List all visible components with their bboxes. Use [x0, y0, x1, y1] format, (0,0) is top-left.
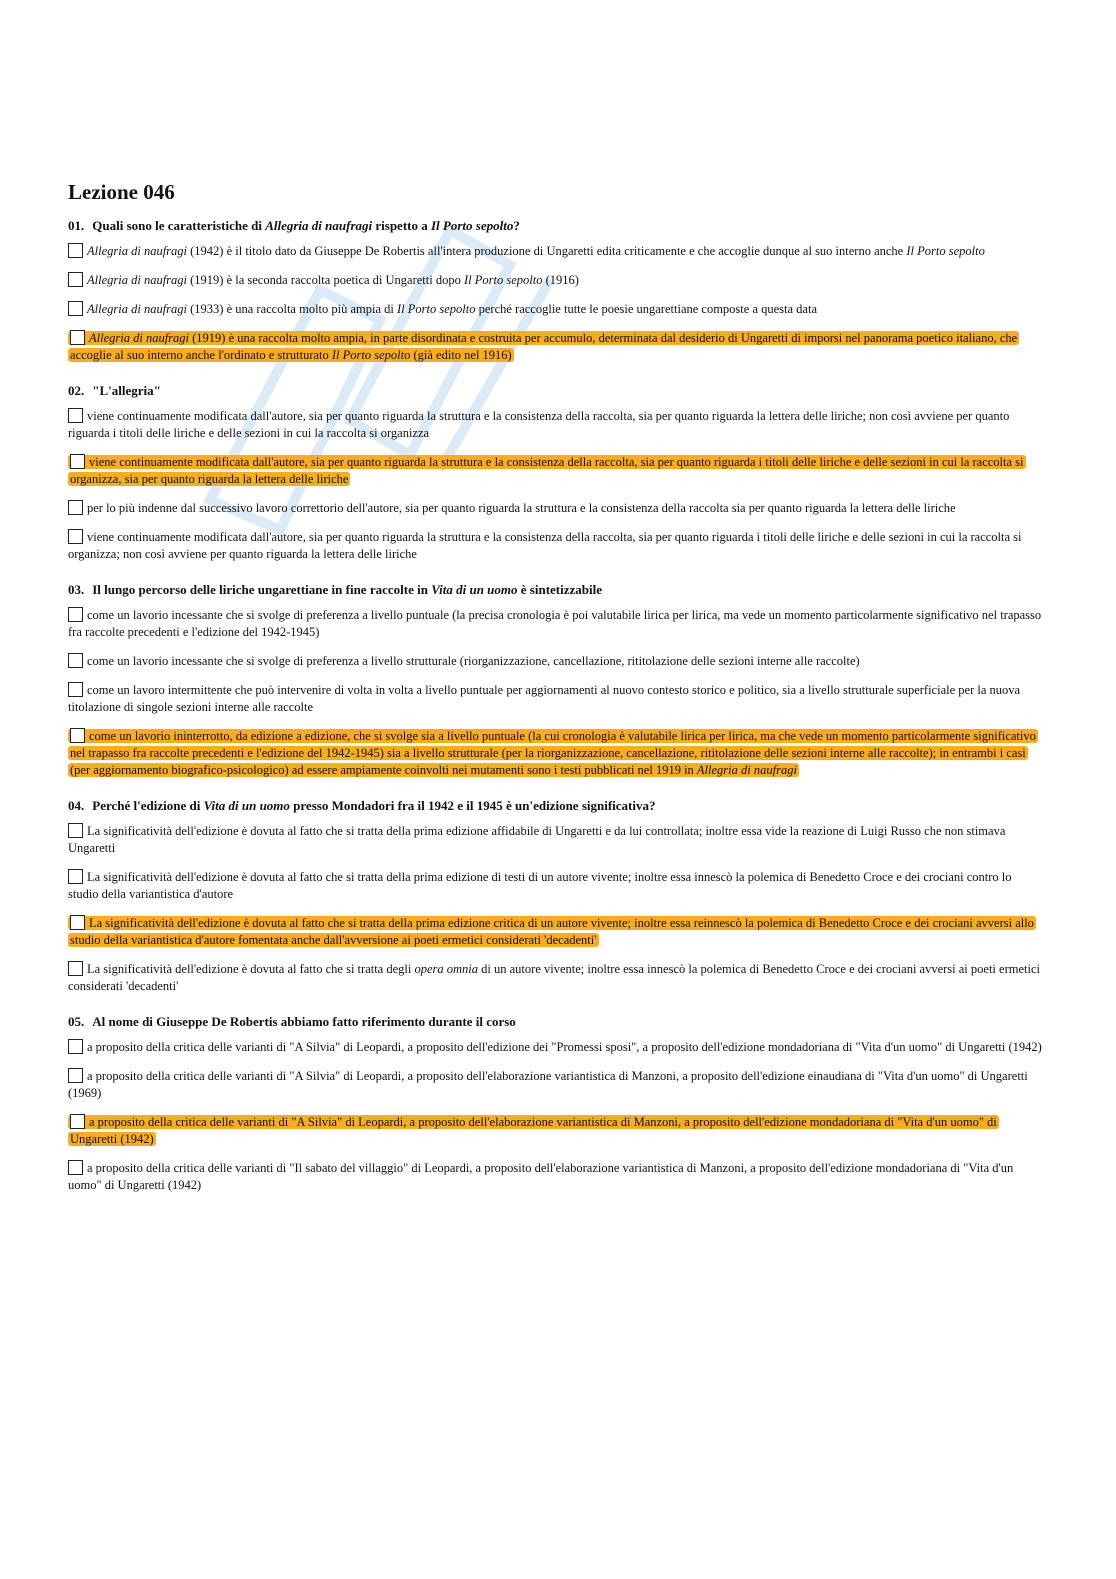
answer-checkbox[interactable]	[68, 607, 83, 622]
answer-checkbox[interactable]	[70, 454, 85, 469]
text-segment: a proposito della critica delle varianti di "A Silvia" di Leopardi, a proposito dell'elaborazione variantistica di Manzoni, a proposito dell'edizione mondadoriana di "Vita d'un uomo" di Ungaretti (1942)	[70, 1115, 997, 1146]
answer-options	[68, 607, 1044, 779]
italic-title-text: Allegria di naufragi	[87, 244, 187, 258]
italic-title-text: Il Porto sepolto	[331, 348, 411, 362]
answer-checkbox[interactable]	[68, 500, 83, 515]
answer-option	[68, 607, 1044, 641]
text-segment: a proposito della critica delle varianti di "A Silvia" di Leopardi, a proposito dell'elaborazione variantistica di Manzoni, a proposito dell'edizione einaudiana di "Vita d'un uomo" di Ungaretti (1969)	[68, 1069, 1028, 1100]
answer-option	[68, 653, 1044, 670]
answer-option	[68, 529, 1044, 563]
answer-text	[68, 244, 985, 258]
italic-title-text: Il Porto sepolto	[463, 273, 543, 287]
question-number: 03.	[68, 582, 85, 597]
text-segment: rispetto a	[372, 218, 431, 233]
question-number: 01.	[68, 218, 85, 233]
lesson-title: Lezione 046	[68, 180, 175, 204]
answer-checkbox[interactable]	[68, 529, 83, 544]
answer-option	[68, 1039, 1044, 1056]
text-segment: (1919) è la seconda raccolta poetica di Ungaretti dopo	[187, 273, 464, 287]
italic-title-text: Allegria di naufragi	[87, 302, 187, 316]
italic-title-text: Allegria di naufragi	[87, 273, 187, 287]
answer-text	[68, 608, 1041, 639]
answer-option-correct	[68, 915, 1044, 949]
answer-options	[68, 823, 1044, 995]
text-segment: come un lavorio incessante che si svolge di preferenza a livello strutturale (riorganizzazione, cancellazione, rititolazione delle sezioni interne alle raccolte)	[87, 654, 860, 668]
answer-text	[68, 331, 1019, 362]
answer-option	[68, 1160, 1044, 1194]
answer-checkbox[interactable]	[68, 243, 83, 258]
text-segment: La significatività dell'edizione è dovuta al fatto che si tratta degli	[87, 962, 415, 976]
answer-option-correct	[68, 330, 1044, 364]
text-segment: viene continuamente modificata dall'autore, sia per quanto riguarda la struttura e la consistenza della raccolta, sia per quanto riguarda i titoli delle liriche e delle sezioni in cui la raccolta si organizza, sia per quanto riguarda la lettera delle liriche	[70, 455, 1024, 486]
italic-title-text: Vita di un uomo	[203, 798, 290, 813]
text-segment: come un lavorio incessante che si svolge di preferenza a livello puntuale (la precisa cronologia è poi valutabile lirica per lirica, ma vede un momento particolarmente significativo nel trapasso fra raccolte precedenti e l'edizione del 1942-1945)	[68, 608, 1042, 639]
text-segment: (1919) è una raccolta molto ampia, in parte disordinata e costruita per accumulo, determinata dal desiderio di Ungaretti di imporsi nel panorama poetico italiano, che accoglie al suo interno anche l'ordinato e strutturato	[70, 331, 1018, 362]
answer-option-correct	[68, 728, 1044, 779]
answer-text	[68, 683, 1020, 714]
italic-title-text: Il Porto sepolto	[397, 302, 476, 316]
answer-options	[68, 1039, 1044, 1194]
question-title	[68, 798, 1044, 814]
answer-text	[68, 1069, 1028, 1100]
answer-options	[68, 408, 1044, 563]
document-page	[68, 180, 1044, 1213]
answer-text	[68, 455, 1026, 486]
answer-checkbox[interactable]	[70, 915, 85, 930]
question-title	[68, 383, 1044, 399]
italic-title-text: Allegria di naufragi	[696, 763, 797, 777]
answer-checkbox[interactable]	[70, 1114, 85, 1129]
text-segment: (1942) è il titolo dato da Giuseppe De Robertis all'intera produzione di Ungaretti edita criticamente e che accoglie dunque al suo interno anche	[187, 244, 907, 258]
text-segment: viene continuamente modificata dall'autore, sia per quanto riguarda la struttura e la consistenza della raccolta, sia per quanto riguarda la lettera delle liriche; non così avviene per quanto riguarda i titoli delle liriche e delle sezioni in cui la raccolta si organizza	[68, 409, 1010, 440]
answer-checkbox[interactable]	[70, 728, 85, 743]
italic-title-text: Il Porto sepolto	[430, 218, 514, 233]
answer-text	[68, 1040, 1042, 1054]
text-segment: (già edito nel 1916)	[410, 348, 512, 362]
text-segment: a proposito della critica delle varianti di "Il sabato del villaggio" di Leopardi, a proposito dell'elaborazione variantistica di Manzoni, a proposito dell'edizione mondadoriana di "Vita d'un uomo" di Ungaretti (1942)	[68, 1161, 1014, 1192]
italic-title-text: opera omnia	[414, 962, 479, 976]
text-segment: viene continuamente modificata dall'autore, sia per quanto riguarda la struttura e la consistenza della raccolta, sia per quanto riguarda i titoli delle liriche e delle sezioni in cui la raccolta si organizza; non così avviene per quanto riguarda la lettera delle liriche	[68, 530, 1022, 561]
italic-title-text: Allegria di naufragi	[265, 218, 373, 233]
answer-option-correct	[68, 1114, 1044, 1148]
answer-checkbox[interactable]	[68, 682, 83, 697]
answer-text	[68, 409, 1009, 440]
answer-checkbox[interactable]	[68, 301, 83, 316]
answer-text	[68, 1161, 1013, 1192]
text-segment: è sintetizzabile	[517, 582, 603, 597]
answer-text	[68, 870, 1012, 901]
question-block	[68, 798, 1044, 995]
text-segment: La significatività dell'edizione è dovuta al fatto che si tratta della prima edizione di testi di un autore vivente; inoltre essa innescò la polemica di Benedetto Croce e dei crociani contro lo studio della variantistica d'autore	[68, 870, 1012, 901]
question-number: 04.	[68, 798, 85, 813]
question-number: 02.	[68, 383, 85, 398]
question-number: 05.	[68, 1014, 85, 1029]
text-segment: (1933) è una raccolta molto più ampia di	[187, 302, 398, 316]
answer-checkbox[interactable]	[68, 272, 83, 287]
answer-checkbox[interactable]	[68, 1068, 83, 1083]
answer-text	[68, 729, 1038, 777]
answer-text	[68, 1115, 999, 1146]
answer-text	[68, 654, 860, 668]
answer-checkbox[interactable]	[70, 330, 85, 345]
answer-checkbox[interactable]	[68, 653, 83, 668]
text-segment: come un lavorio ininterrotto, da edizione a edizione, che si svolge sia a livello puntuale (la cui cronologia è valutabile lirica per lirica, ma che vede un momento particolarmente significativo nel trapasso fra raccolte precedenti e l'edizione del 1942-1945) sia a livello strutturale (per la riorganizzazione, cancellazione, rititolazione delle sezioni interne alle raccolte); in entrambi i casi (per aggiornamento biografico-psicologico) ad essere ampiamente coinvolti nei mutamenti sono i testi pubblicati nel 1919 in	[70, 729, 1036, 777]
italic-title-text: Il Porto sepolto	[906, 244, 985, 258]
answer-text	[68, 501, 956, 515]
text-segment: La significatività dell'edizione è dovuta al fatto che si tratta della prima edizione affidabile di Ungaretti e da lui controllata; inoltre essa vide la reazione di Luigi Russo che non stimava Ungaretti	[68, 824, 1006, 855]
text-segment: per lo più indenne dal successivo lavoro correttorio dell'autore, sia per quanto riguarda la struttura e la consistenza della raccolta sia per quanto riguarda la lettera delle liriche	[87, 501, 956, 515]
answer-option	[68, 272, 1044, 289]
answer-text	[68, 302, 817, 316]
text-segment: ?	[513, 218, 520, 233]
answer-text	[68, 916, 1036, 947]
answer-text	[68, 824, 1005, 855]
text-segment: Quali sono le caratteristiche di	[92, 218, 266, 233]
question-list	[68, 218, 1044, 1194]
answer-option	[68, 301, 1044, 318]
answer-text	[68, 273, 579, 287]
answer-checkbox[interactable]	[68, 961, 83, 976]
text-segment: perché raccoglie tutte le poesie ungarettiane composte a questa data	[475, 302, 817, 316]
answer-checkbox[interactable]	[68, 408, 83, 423]
question-title	[68, 1014, 1044, 1030]
question-block	[68, 1014, 1044, 1194]
question-title	[68, 218, 1044, 234]
text-segment: Al nome di Giuseppe De Robertis abbiamo fatto riferimento durante il corso	[92, 1014, 516, 1029]
text-segment: Perché l'edizione di	[92, 798, 204, 813]
answer-checkbox[interactable]	[68, 823, 83, 838]
text-segment: presso Mondadori fra il 1942 e il 1945 è un'edizione significativa?	[289, 798, 656, 813]
answer-options	[68, 243, 1044, 364]
text-segment: a proposito della critica delle varianti di "A Silvia" di Leopardi, a proposito dell'edizione dei "Promessi sposi", a proposito dell'edizione mondadoriana di "Vita d'un uomo" di Ungaretti (1942)	[87, 1040, 1042, 1054]
answer-option	[68, 408, 1044, 442]
answer-option	[68, 243, 1044, 260]
answer-checkbox[interactable]	[68, 1160, 83, 1175]
question-block	[68, 582, 1044, 779]
question-block	[68, 218, 1044, 364]
answer-checkbox[interactable]	[68, 869, 83, 884]
answer-checkbox[interactable]	[68, 1039, 83, 1054]
answer-option	[68, 869, 1044, 903]
question-title	[68, 582, 1044, 598]
italic-title-text: Vita di un uomo	[431, 582, 518, 597]
text-segment: di un autore vivente; inoltre essa innescò la polemica di Benedetto Croce e dei crociani avversi ai poeti ermetici considerati 'decadenti'	[68, 962, 1040, 993]
text-segment: Il lungo percorso delle liriche ungarettiane in fine raccolte in	[92, 582, 432, 597]
text-segment: come un lavoro intermittente che può intervenire di volta in volta a livello puntuale per aggiornamenti al nuovo contesto storico e politico, sia a livello strutturale superficiale per la nuova titolazione di singole sezioni interne alle raccolte	[68, 683, 1021, 714]
answer-option	[68, 1068, 1044, 1102]
answer-option	[68, 682, 1044, 716]
question-block	[68, 383, 1044, 563]
answer-text	[68, 962, 1040, 993]
text-segment: La significatività dell'edizione è dovuta al fatto che si tratta della prima edizione critica di un autore vivente; inoltre essa reinnescò la polemica di Benedetto Croce e dei crociani avversi allo studio della variantistica d'autore fomentata anche dall'avversione ai poeti ermetici considerati 'decadenti'	[70, 916, 1034, 947]
answer-option	[68, 823, 1044, 857]
text-segment: (1916)	[542, 273, 579, 287]
text-segment: "L'allegria"	[92, 383, 161, 398]
answer-text	[68, 530, 1022, 561]
italic-title-text: Allegria di naufragi	[89, 331, 189, 345]
answer-option-correct	[68, 454, 1044, 488]
answer-option	[68, 500, 1044, 517]
answer-option	[68, 961, 1044, 995]
